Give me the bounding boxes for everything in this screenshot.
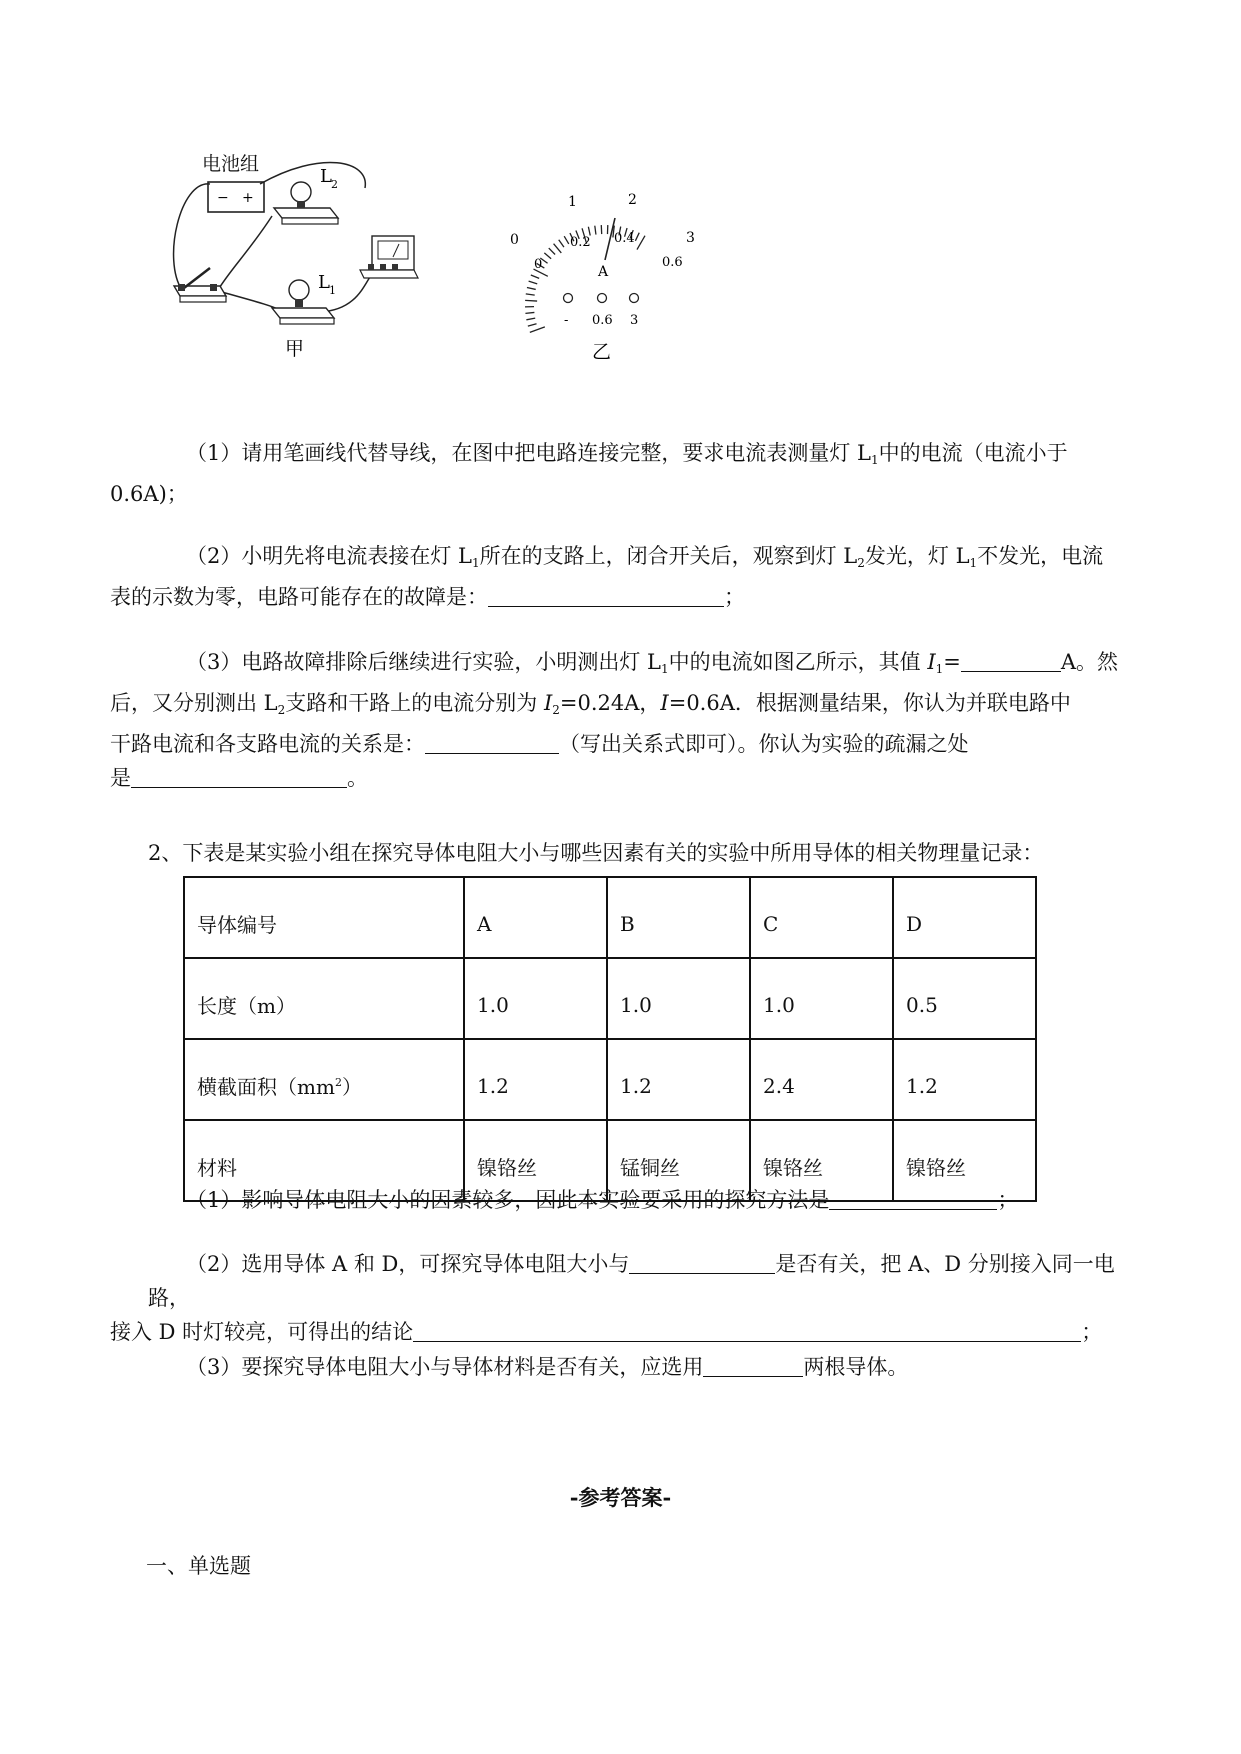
current-i1-blank[interactable] (961, 649, 1061, 672)
dial-tick (595, 226, 596, 235)
dial-tick (526, 318, 535, 320)
dial-tick (531, 275, 539, 278)
dial-tick (529, 281, 538, 284)
q2-s3-text-a: （3）要探究导体电阻大小与导体材料是否有关，应选用 (186, 1355, 704, 1379)
battery-plus: + (242, 190, 254, 206)
dial-tick (559, 240, 564, 247)
dial-tick (525, 312, 534, 313)
dial-tick (525, 300, 537, 301)
dial-top-2: 2 (628, 192, 637, 208)
table-row (184, 877, 1036, 958)
lamp-l2-label: L (320, 166, 332, 187)
q1-p1-sub: 1 (870, 453, 879, 467)
table-cell (184, 1039, 464, 1120)
q2-s2-text-a: （2）选用导体 A 和 D，可探究导体电阻大小与 (186, 1252, 630, 1276)
q1-p2-text-f: ； (724, 585, 745, 609)
dial-top-1: 1 (568, 194, 577, 210)
table-cell: D (893, 877, 1036, 958)
dial-unit: A (598, 264, 609, 280)
q1-p3-sub2: 1 (935, 662, 944, 676)
table-cell: B (607, 877, 750, 958)
q2-part1 (148, 1183, 1138, 1217)
q2-s1-text-b: ； (997, 1188, 1019, 1212)
dial-bottom-labels (534, 231, 683, 272)
dial-tick (554, 244, 562, 253)
battery-label: 电池组 (202, 153, 260, 175)
terminal-06: 0.6 (592, 313, 613, 328)
lamp-l2-icon (274, 182, 338, 224)
q1-p2-text-e: 表的示数为零，电路可能存在的故障是： (110, 585, 488, 609)
q1-p3-text-e: 支路和干路上的电流分别为 (285, 691, 544, 715)
q1-p3-i1: I (927, 650, 936, 674)
q2-s2-text-d: ； (1081, 1320, 1103, 1344)
lamp-l2-sub: 2 (331, 178, 338, 191)
dial-bottom-0: 0 (534, 257, 543, 272)
q1-p3-text-k: 。 (347, 766, 368, 790)
q1-p2-sub1: 1 (471, 556, 480, 570)
q1-p1-text-a: （1）请用笔画线代替导线，在图中把电路连接完整，要求电流表测量灯 L (186, 441, 871, 465)
terminal-3: 3 (630, 313, 639, 328)
caption-jia: 甲 (285, 338, 305, 360)
table-cell: 镍铬丝 (464, 1120, 607, 1201)
q1-p2-text-d: 不发光，电流 (977, 544, 1104, 568)
q2-intro: 2、下表是某实验小组在探究导体电阻大小与哪些因素有关的实验中所用导体的相关物理量记录： (148, 841, 1044, 865)
dial-top-labels (510, 192, 695, 248)
q1-part2 (110, 539, 1138, 614)
relation-answer-blank[interactable] (425, 731, 559, 754)
area-sup: 2 (334, 1076, 342, 1089)
q2-s1-text-a: （1）影响导体电阻大小的因素较多，因此本实验要采用的探究方法是 (186, 1188, 830, 1212)
q1-p2-text-a: （2）小明先将电流表接在灯 L (186, 544, 472, 568)
area-tail: ） (341, 1075, 362, 1099)
table-cell: 1.2 (464, 1039, 607, 1120)
table-cell: 镍铬丝 (893, 1120, 1036, 1201)
table-cell: 1.0 (464, 958, 607, 1039)
section-heading: 一、单选题 (146, 1554, 251, 1578)
switch-icon (174, 268, 226, 302)
conclusion-answer-blank[interactable] (413, 1319, 1081, 1342)
q2-s2-text-c: 接入 D 时灯较亮，可得出的结论 (110, 1320, 414, 1344)
conductor-choice-blank[interactable] (703, 1354, 803, 1377)
q1-p3-sub4: 2 (552, 703, 560, 717)
table-cell: 导体编号 (184, 877, 464, 958)
q1-p3-text-b: 中的电流如图乙所示，其值 (668, 650, 928, 674)
dial-tick (549, 248, 555, 254)
table-cell: 1.0 (750, 958, 893, 1039)
table-cell: C (750, 877, 893, 958)
table-cell: 2.4 (750, 1039, 893, 1120)
q2-s2-text-b: 是否有关，把 A、D 分别接入同一电路， (148, 1252, 1115, 1310)
table-cell: 镍铬丝 (750, 1120, 893, 1201)
q1-p3-eq: = (943, 650, 961, 674)
table-cell: 1.0 (607, 958, 750, 1039)
dial-top-3: 3 (686, 230, 695, 246)
q1-p3-text-h: 干路电流和各支路电流的关系是： (110, 732, 425, 756)
dial-tick (564, 236, 569, 244)
q1-p3-text-f: =0.24A， (559, 691, 661, 715)
caption-yi: 乙 (592, 341, 612, 363)
fault-answer-blank[interactable] (488, 584, 724, 607)
omission-answer-blank[interactable] (131, 765, 347, 788)
table-cell: A (464, 877, 607, 958)
dial-tick (526, 294, 535, 295)
table-cell: 0.5 (893, 958, 1036, 1039)
dial-bottom-3: 0.6 (662, 255, 683, 270)
battery-minus: − (217, 190, 229, 206)
q1-p1-text-b: 中的电流（电流小于 (878, 441, 1068, 465)
dial-tick (637, 236, 645, 250)
q1-p2-text-b: 所在的支路上，闭合开关后，观察到灯 L (479, 544, 858, 568)
q1-p3-sub1: 1 (660, 662, 669, 676)
terminal-minus: - (564, 313, 569, 328)
factor-answer-blank[interactable] (629, 1251, 775, 1274)
table-cell: 材料 (184, 1120, 464, 1201)
table-row (184, 958, 1036, 1039)
dial-tick (528, 324, 537, 326)
circuit-figure (170, 140, 490, 400)
dial-top-0: 0 (510, 232, 519, 248)
q1-p3-i2: I (543, 691, 553, 715)
table-cell: 锰铜丝 (607, 1120, 750, 1201)
q1-p3-sub3: 2 (277, 703, 286, 717)
q1-p2-sub3: 1 (969, 556, 978, 570)
q1-p3-i3: I (660, 691, 669, 715)
q2-part2 (110, 1247, 1138, 1349)
answer-key-heading: -参考答案- (569, 1485, 672, 1510)
table-cell: 长度（m） (184, 958, 464, 1039)
table-row (184, 1039, 1036, 1120)
q1-p3-text-a: （3）电路故障排除后继续进行实验，小明测出灯 L (186, 650, 661, 674)
q1-p1-text-c: 0.6A)； (110, 482, 188, 506)
table-cell: 1.2 (607, 1039, 750, 1120)
lamp-l1-sub: 1 (329, 284, 336, 297)
dial-bottom-2: 0.4 (614, 231, 635, 246)
q1-p3-text-j: 是 (110, 766, 131, 790)
q1-p3-text-c: A。然 (1060, 650, 1119, 674)
conductor-table (183, 876, 1037, 1202)
ammeter-icon (360, 236, 418, 278)
q1-p2-text-c: 发光，灯 L (864, 544, 970, 568)
dial-bottom-1: 0.2 (570, 235, 591, 250)
lamp-l1-label: L (318, 272, 330, 293)
dial-tick (527, 287, 536, 289)
q1-p3-text-d: 后，又分别测出 L (110, 691, 278, 715)
q1-p3-text-g: =0.6A．根据测量结果，你认为并联电路中 (668, 691, 1071, 715)
q1-p3-text-i: （写出关系式即可）。你认为实验的疏漏之处 (559, 732, 969, 756)
dial-tick (530, 327, 545, 332)
q2-part3 (148, 1350, 1138, 1384)
dial-tick (544, 253, 551, 259)
q1-p2-sub2: 2 (857, 556, 865, 570)
area-label: 横截面积（mm (197, 1075, 335, 1099)
q2-s3-text-b: 两根导体。 (803, 1355, 909, 1379)
ammeter-dial-figure (490, 180, 710, 400)
table-cell: 1.2 (893, 1039, 1036, 1120)
q1-part1 (110, 436, 1138, 511)
dial-tick (635, 233, 639, 241)
q1-part3 (110, 645, 1138, 795)
method-answer-blank[interactable] (829, 1187, 997, 1210)
